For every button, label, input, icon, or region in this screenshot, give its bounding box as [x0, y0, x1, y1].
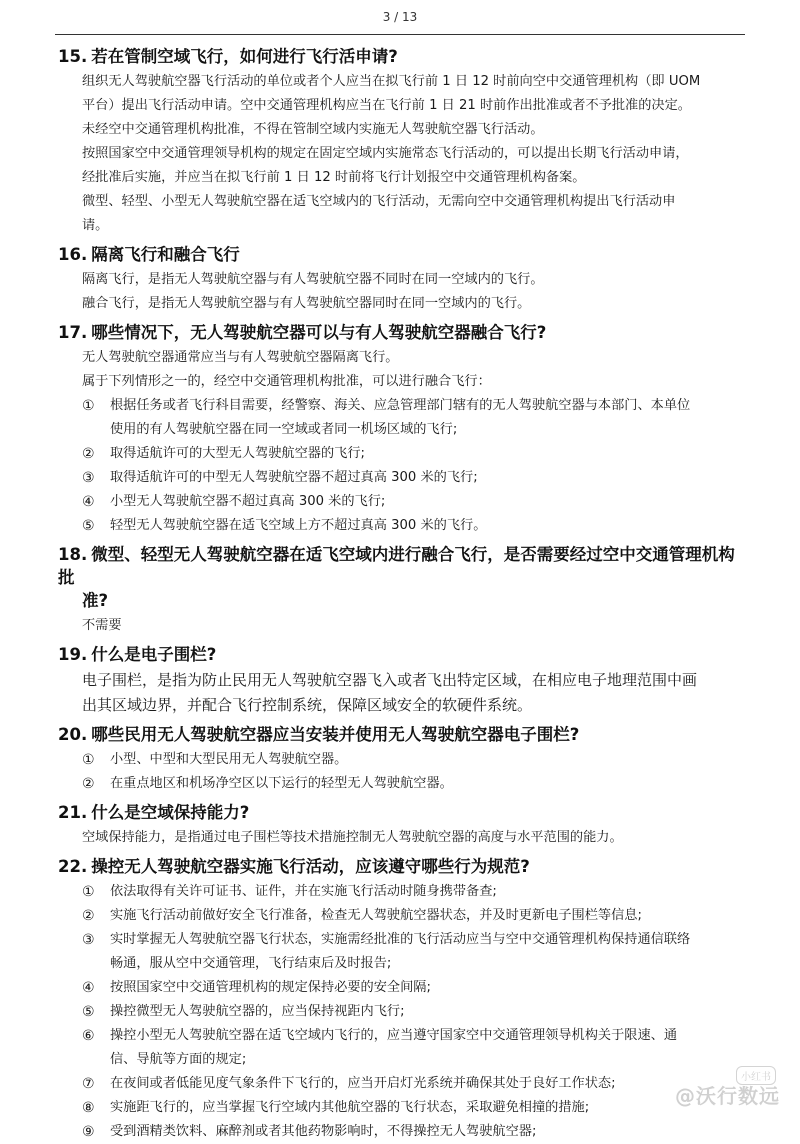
q21-para: 空域保持能力，是指通过电子围栏等技术措施控制无人驾驶航空器的高度与水平范围的能力。: [82, 830, 623, 845]
list-item: ② 取得适航许可的大型无人驾驶航空器的飞行;: [82, 446, 366, 462]
question-21-title: 21. 什么是空域保持能力?: [58, 803, 250, 822]
header-divider: [55, 34, 745, 35]
list-item: ④ 按照国家空中交通管理机构的规定保持必要的安全间隔;: [82, 980, 431, 996]
list-item: ③ 取得适航许可的中型无人驾驶航空器不超过真高 300 米的飞行;: [82, 470, 478, 486]
q19-para: 电子围栏，是指为防止民用无人驾驶航空器飞入或者飞出特定区域，在相应电子地理范围中画: [82, 671, 698, 689]
q16-para: 隔离飞行，是指无人驾驶航空器与有人驾驶航空器不同时在同一空域内的飞行。: [82, 272, 544, 287]
list-item: ① 小型、中型和大型民用无人驾驶航空器。: [82, 752, 348, 768]
page-number: 3 / 13: [382, 10, 418, 24]
question-18-title: 18. 微型、轻型无人驾驶航空器在适飞空域内进行融合飞行，是否需要经过空中交通管理机构批 准?: [58, 545, 735, 610]
question-16-title: 16. 隔离飞行和融合飞行: [58, 245, 240, 264]
list-item: ⑤ 操控微型无人驾驶航空器的，应当保持视距内飞行;: [82, 1004, 405, 1020]
q15-para: 经批准后实施，并应当在拟飞行前 1 日 12 时前将飞行计划报空中交通管理机构备案。: [82, 170, 586, 185]
list-item: ① 依法取得有关许可证书、证件，并在实施飞行活动时随身携带备查;: [82, 884, 497, 900]
list-item: ④ 小型无人驾驶航空器不超过真高 300 米的飞行;: [82, 494, 386, 510]
q15-para: 微型、轻型、小型无人驾驶航空器在适飞空域内的飞行活动，无需向空中交通管理机构提出飞行活动申: [82, 194, 676, 209]
list-item: ⑤ 轻型无人驾驶航空器在适飞空域上方不超过真高 300 米的飞行。: [82, 518, 487, 534]
q15-para: 按照国家空中交通管理领导机构的规定在固定空域内实施常态飞行活动的，可以提出长期飞行活动申请，: [82, 146, 689, 161]
question-19-title: 19. 什么是电子围栏?: [58, 645, 217, 664]
list-item: ③ 实时掌握无人驾驶航空器飞行状态，实施需经批准的飞行活动应当与空中交通管理机构保持通信联络 畅通，服从空中交通管理，飞行结束后及时报告;: [82, 932, 691, 971]
question-15-title: 15. 若在管制空域飞行，如何进行飞行活申请?: [58, 47, 398, 66]
list-item: ② 在重点地区和机场净空区以下运行的轻型无人驾驶航空器。: [82, 776, 453, 792]
list-item: ② 实施飞行活动前做好安全飞行准备，检查无人驾驶航空器状态，并及时更新电子围栏等信息;: [82, 908, 642, 924]
q15-para: 组织无人驾驶航空器飞行活动的单位或者个人应当在拟飞行前 1 日 12 时前向空中交通管理机构（即 UOM: [82, 74, 701, 89]
q18-para: 不需要: [82, 618, 122, 633]
watermark: @沃行数远: [675, 1084, 780, 1108]
list-item: ① 根据任务或者飞行科目需要，经警察、海关、应急管理部门辖有的无人驾驶航空器与本部门、本单位 使用的有人驾驶航空器在同一空域或者同一机场区域的飞行;: [82, 398, 691, 437]
q17-para: 属于下列情形之一的，经空中交通管理机构批准，可以进行融合飞行：: [82, 374, 491, 389]
list-item: ⑦ 在夜间或者低能见度气象条件下飞行的，应当开启灯光系统并确保其处于良好工作状态;: [82, 1076, 616, 1092]
q17-para: 无人驾驶航空器通常应当与有人驾驶航空器隔离飞行。: [82, 350, 399, 365]
q15-para: 平台）提出飞行活动申请。空中交通管理机构应当在飞行前 1 日 21 时前作出批准或者不予批准的决定。: [82, 98, 691, 113]
watermark-badge: 小红书: [736, 1066, 776, 1085]
list-item: ⑥ 操控小型无人驾驶航空器在适飞空域内飞行的，应当遵守国家空中交通管理领导机构关于限速、通 信、导航等方面的规定;: [82, 1028, 678, 1067]
q19-para: 出其区域边界，并配合飞行控制系统，保障区域安全的软硬件系统。: [82, 696, 533, 714]
question-22-title: 22. 操控无人驾驶航空器实施飞行活动，应该遵守哪些行为规范?: [58, 857, 530, 876]
question-20-title: 20. 哪些民用无人驾驶航空器应当安装并使用无人驾驶航空器电子围栏?: [58, 725, 580, 744]
q15-para: 请。: [82, 218, 109, 233]
list-item: ⑧ 实施距飞行的，应当掌握飞行空域内其他航空器的飞行状态，采取避免相撞的措施;: [82, 1100, 590, 1116]
q15-para: 未经空中交通管理机构批准，不得在管制空域内实施无人驾驶航空器飞行活动。: [82, 122, 544, 137]
document-body: [58, 40, 748, 1144]
question-17-title: 17. 哪些情况下，无人驾驶航空器可以与有人驾驶航空器融合飞行?: [58, 323, 547, 342]
q16-para: 融合飞行，是指无人驾驶航空器与有人驾驶航空器同时在同一空域内的飞行。: [82, 296, 531, 311]
list-item: ⑨ 受到酒精类饮料、麻醉剂或者其他药物影响时，不得操控无人驾驶航空器;: [82, 1124, 537, 1140]
